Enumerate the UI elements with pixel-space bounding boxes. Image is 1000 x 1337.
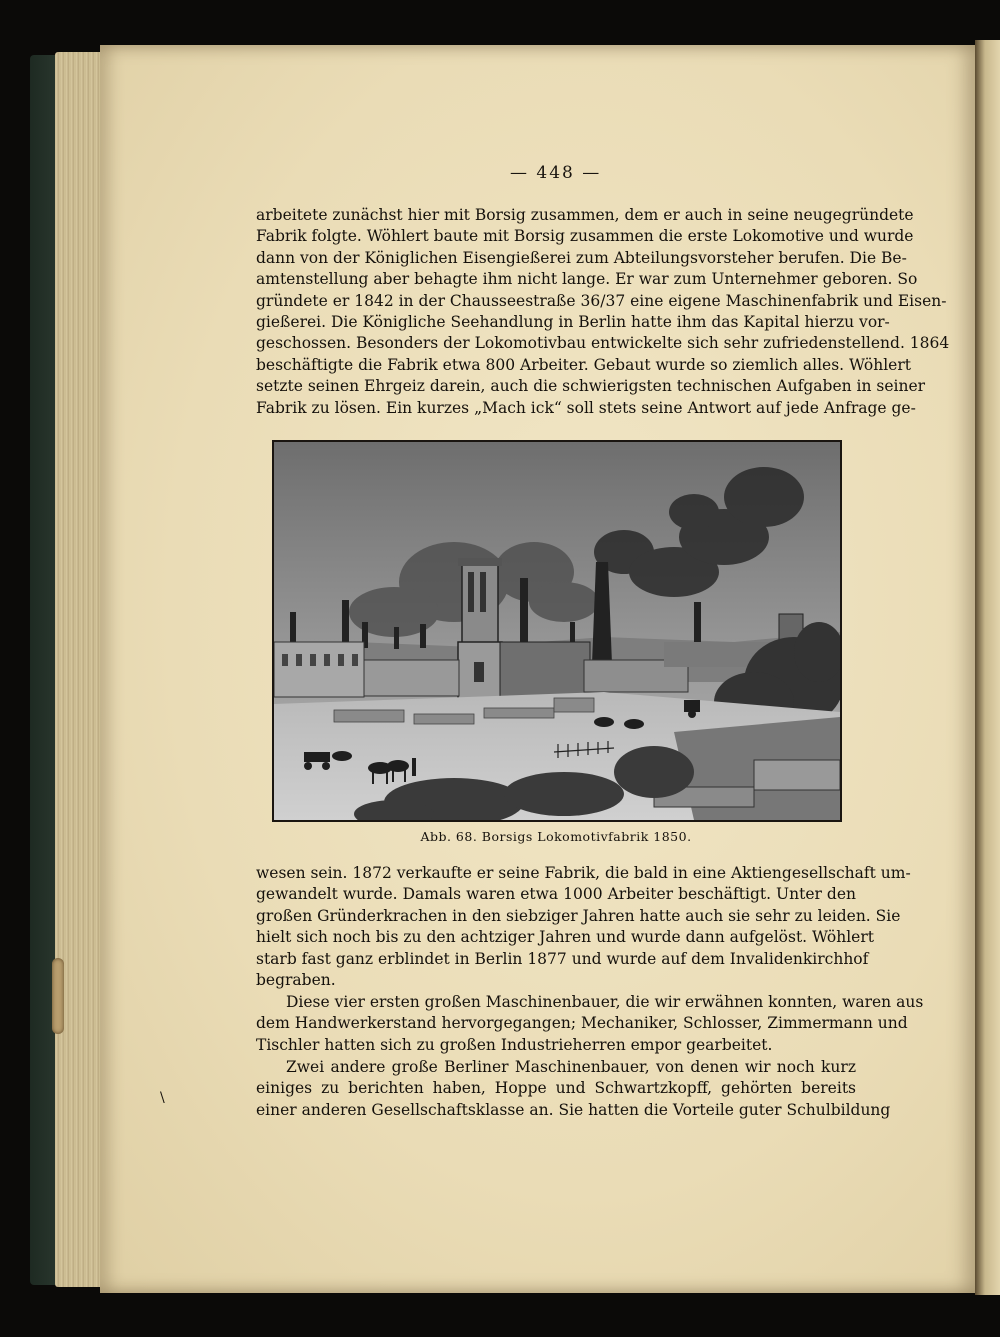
text-line: gewandelt wurde. Damals waren etwa 1000 Arbeiter beschäftigt. Unter den — [256, 885, 856, 904]
text-line: gründete er 1842 in der Chausseestraße 36/37 eine eigene Maschinenfabrik und Eisen- — [256, 291, 947, 310]
borsig-factory-engraving — [274, 442, 840, 820]
text-line: Fabrik folgte. Wöhlert baute mit Borsig zusammen die erste Lokomotive und wurde — [256, 227, 914, 246]
text-line: setzte seinen Ehrgeiz darein, auch die schwierigsten technischen Aufgaben in seiner — [256, 377, 926, 396]
paragraph-craftsmen — [256, 992, 924, 1056]
paragraph-hoppe-schwartzkopff — [256, 1057, 891, 1121]
factory-illustration — [272, 440, 842, 822]
paragraph-top — [256, 205, 950, 419]
text-line: einiges zu berichten haben, Hoppe und Schwartzkopff, gehörten bereits — [256, 1079, 856, 1098]
text-line: großen Gründerkrachen in den siebziger Jahren hatte auch sie sehr zu leiden. Sie — [256, 906, 901, 925]
text-line: Fabrik zu lösen. Ein kurzes „Mach ick“ soll stets seine Antwort auf jede Anfrage ge- — [256, 398, 916, 417]
text-line: Tischler hatten sich zu großen Industrieherren empor gearbeitet. — [256, 1035, 773, 1054]
text-line: arbeitete zunächst hier mit Borsig zusammen, dem er auch in seine neugegründete — [256, 206, 914, 224]
text-line: einer anderen Gesellschaftsklasse an. Sie hatten die Vorteile guter Schulbildung — [256, 1100, 891, 1119]
book-clasp — [52, 958, 64, 1034]
facing-page-edge — [975, 40, 1000, 1295]
text-line: geschossen. Besonders der Lokomotivbau entwickelte sich sehr zufriedenstellend. 1864 — [256, 334, 950, 353]
figure-caption: Abb. 68. Borsigs Lokomotivfabrik 1850. — [420, 829, 692, 844]
text-line: hielt sich noch bis zu den achtziger Jahren und wurde dann aufgelöst. Wöhlert — [256, 928, 874, 947]
text-line: wesen sein. 1872 verkaufte er seine Fabrik, die bald in eine Aktiengesellschaft um- — [256, 864, 911, 882]
paragraph-bottom — [256, 863, 911, 991]
margin-mark: \ — [160, 1090, 165, 1106]
text-line: gießerei. Die Königliche Seehandlung in Berlin hatte ihm das Kapital hierzu vor- — [256, 313, 890, 332]
text-line: beschäftigte die Fabrik etwa 800 Arbeiter. Gebaut wurde so ziemlich alles. Wöhlert — [256, 355, 911, 374]
page-number: — 448 — — [510, 163, 602, 183]
text-line: dem Handwerkerstand hervorgegangen; Mechaniker, Schlosser, Zimmermann und — [256, 1014, 908, 1033]
text-line: Zwei andere große Berliner Maschinenbauer, von denen wir noch kurz — [286, 1058, 856, 1076]
text-line: starb fast ganz erblindet in Berlin 1877 und wurde auf dem Invalidenkirchhof — [256, 949, 869, 968]
text-line: amtenstellung aber behagte ihm nicht lange. Er war zum Unternehmer geboren. So — [256, 270, 918, 289]
text-line: dann von der Königlichen Eisengießerei zum Abteilungsvorsteher berufen. Die Be- — [256, 248, 907, 267]
text-line: Diese vier ersten großen Maschinenbauer, die wir erwähnen konnten, waren aus — [286, 993, 924, 1011]
text-line: begraben. — [256, 971, 336, 990]
